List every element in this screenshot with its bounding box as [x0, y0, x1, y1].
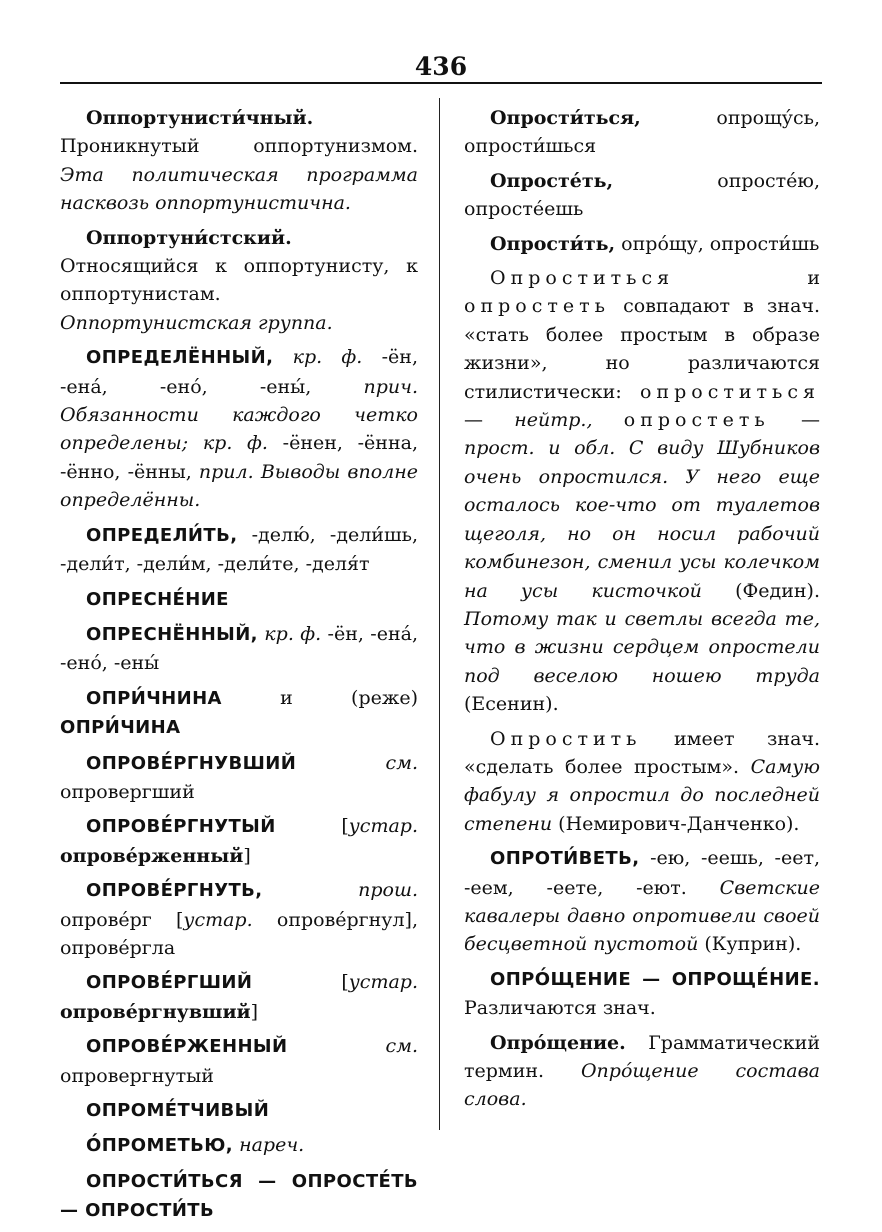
dictionary-entry [60, 749, 418, 807]
entry-headword: ОПРОСТИ́ТЬСЯ — ОПРОСТЕ́ТЬ — ОПРОСТИ́ТЬ [60, 1170, 418, 1222]
entry-headword: ОПРО́ЩЕНИЕ — ОПРОЩЕ́НИЕ. [490, 968, 820, 990]
dictionary-entry [60, 224, 418, 338]
entry-text: кр. ф. [257, 622, 322, 645]
entry-text: -ею, -еешь, -еет, -еем, -еете, -еют. [464, 847, 820, 899]
dictionary-entry [60, 1032, 418, 1090]
dictionary-entry [464, 965, 820, 1023]
entry-text: опрове́рг [ [60, 908, 184, 931]
left-column [60, 104, 418, 1232]
entry-text: (Куприн). [698, 933, 802, 956]
entry-text: опровергнутый [60, 1064, 214, 1087]
dictionary-entry [60, 684, 418, 743]
entry-text: опровергший [60, 780, 195, 803]
entry-headword: ОПРЕДЕЛЁННЫЙ, [86, 347, 274, 369]
entry-headword: ОПРОВЕ́РГНУВШИЙ [86, 752, 297, 774]
entry-text: Проникнутый оппортунизмом. [60, 135, 418, 158]
entry-text: прил. Выводы вполне определённы. [60, 460, 418, 512]
entry-text: нареч. [233, 1134, 305, 1157]
entry-text [188, 432, 203, 454]
entry-headword: ОПРЕСНЁННЫЙ, [86, 623, 258, 645]
entry-text: Эта политическая программа насквозь оппортунистична. [60, 163, 418, 215]
entry-headword: ОПРИ́ЧНИНА [86, 687, 222, 709]
entry-headword: О́ПРОМЕТЬЮ, [86, 1135, 234, 1157]
entry-text: прост. и обл. С виду Шубников очень опростился. У него еще осталось кое-что от туалетов щеголя, но он носил рабочий комбинезон, сменил усы колечком на усы кисточкой [464, 437, 820, 602]
entry-text: -ёнен, -ённа, -ённо, -ённы, [60, 432, 418, 483]
entry-text: Различаются знач. [464, 997, 656, 1020]
entry-text: опроститься [639, 380, 820, 403]
entry-text: [ [275, 815, 349, 838]
page-number: 436 [414, 52, 468, 81]
entry-text: и [674, 267, 820, 290]
header-rule [60, 82, 822, 84]
entry-text: прич. Обязанности каждого четко определены; [60, 375, 418, 455]
entry-text: опростеть [464, 295, 610, 318]
entry-text: устар. [183, 908, 253, 931]
entry-headword: ОПРОВЕ́РГНУТЫЙ [86, 816, 276, 838]
entry-text: Светские кавалеры давно опротивели своей бесцветной пустотой [464, 876, 820, 956]
entry-text: ] [250, 1000, 259, 1023]
entry-headword: Оппортунисти́чный. [86, 107, 314, 129]
entry-text: Грамматический термин. [464, 1031, 820, 1082]
dictionary-entry [60, 876, 418, 962]
entry-text: Опро́щение состава слова. [464, 1060, 820, 1111]
entry-text: Самую фабулу я опростил до последней степени [464, 755, 820, 835]
entry-headword: Опрости́ться, [490, 107, 641, 129]
entry-text: — [769, 409, 820, 432]
entry-text: -ён, -ена́, -ено́, -ены́, [60, 346, 418, 398]
entry-text: кр. ф. [273, 346, 363, 369]
entry-text: (Немирович-Данченко). [552, 812, 800, 835]
entry-text: — [464, 409, 515, 432]
entry-text: имеет знач. «сделать более простым». [464, 727, 820, 778]
entry-text: см. [287, 1035, 418, 1058]
dictionary-entry [60, 585, 418, 614]
entry-headword: ОПРЕДЕЛИ́ТЬ, [86, 524, 238, 546]
entry-text: устар. [348, 971, 418, 994]
dictionary-entry [60, 812, 418, 870]
entry-text: ] [243, 844, 251, 867]
entry-headword: Опросте́ть, [490, 169, 614, 192]
dictionary-entry [60, 104, 418, 218]
dictionary-entry [60, 1167, 418, 1226]
entry-headword: ОПРОМЕ́ТЧИВЫЙ [86, 1100, 270, 1121]
dictionary-entry [464, 104, 820, 161]
entry-text: прош. [262, 879, 418, 902]
entry-text: см. [296, 751, 418, 774]
entry-text: Опростить [490, 727, 642, 750]
dictionary-entry [464, 230, 820, 258]
entry-headword: ОПРЕСНЕ́НИЕ [86, 588, 229, 610]
dictionary-entry [464, 167, 820, 224]
entry-text: -делю́, -дели́шь, -дели́т, -дели́м, -дели́те, -деля́т [60, 523, 418, 576]
entry-headword: опрове́рженный [60, 844, 244, 867]
right-column [464, 104, 820, 1120]
entry-text: [ [252, 971, 349, 994]
entry-text: кр. ф. [202, 432, 268, 455]
entry-text: Оппортунистская группа. [60, 311, 333, 334]
entry-text: (Федин). [701, 579, 820, 602]
entry-headword: Опрости́ть, [490, 232, 616, 255]
dictionary-entry [60, 1131, 418, 1160]
dictionary-entry [60, 521, 418, 579]
entry-text: Опроститься [490, 267, 675, 290]
entry-text: опросте́ю, опросте́ешь [464, 169, 820, 221]
entry-text: (Есенин). [464, 693, 559, 716]
dictionary-entry [464, 844, 820, 959]
dictionary-entry [464, 1029, 820, 1114]
entry-text [593, 409, 624, 431]
dictionary-entry [60, 968, 418, 1026]
entry-text: опрове́ргнул], опрове́ргла [60, 908, 419, 959]
entry-text: -ён, -ена́, -ено́, -ены́ [60, 622, 418, 675]
dictionary-entry [60, 1096, 418, 1125]
entry-text: нейтр., [514, 409, 593, 432]
entry-text: Относящийся к оппортунисту, к оппортунистам. [60, 255, 418, 306]
entry-headword: Оппортуни́стский. [86, 226, 292, 249]
column-divider [439, 98, 440, 1130]
entry-text: опростеть [623, 409, 770, 432]
dictionary-entry [60, 620, 418, 678]
entry-headword: ОПРОВЕ́РГШИЙ [86, 972, 253, 994]
entry-text: опрощу́сь, опрости́шься [464, 107, 820, 158]
dictionary-entry [464, 264, 820, 719]
entry-headword: Опро́щение. [490, 1031, 626, 1054]
entry-text: опро́щу, опрости́шь [615, 232, 820, 255]
entry-headword: опрове́ргнувший [60, 1000, 251, 1023]
entry-text: и (реже) [221, 686, 418, 709]
entry-headword: ОПРИ́ЧИНА [60, 717, 181, 739]
entry-headword: ОПРОТИ́ВЕТЬ, [490, 848, 640, 870]
entry-text: Потому так и светлы всегда те, что в жизни сердцем опростели под веселою ношею труда [464, 607, 820, 687]
dictionary-entry [464, 725, 820, 839]
entry-headword: ОПРОВЕ́РЖЕННЫЙ [86, 1036, 288, 1058]
dictionary-entry [60, 343, 418, 514]
entry-text: устар. [348, 815, 418, 838]
entry-text: совпадают в знач. «стать более простым в образе жизни», но различаются стилистически: [464, 295, 820, 403]
entry-headword: ОПРОВЕ́РГНУТЬ, [86, 880, 263, 902]
